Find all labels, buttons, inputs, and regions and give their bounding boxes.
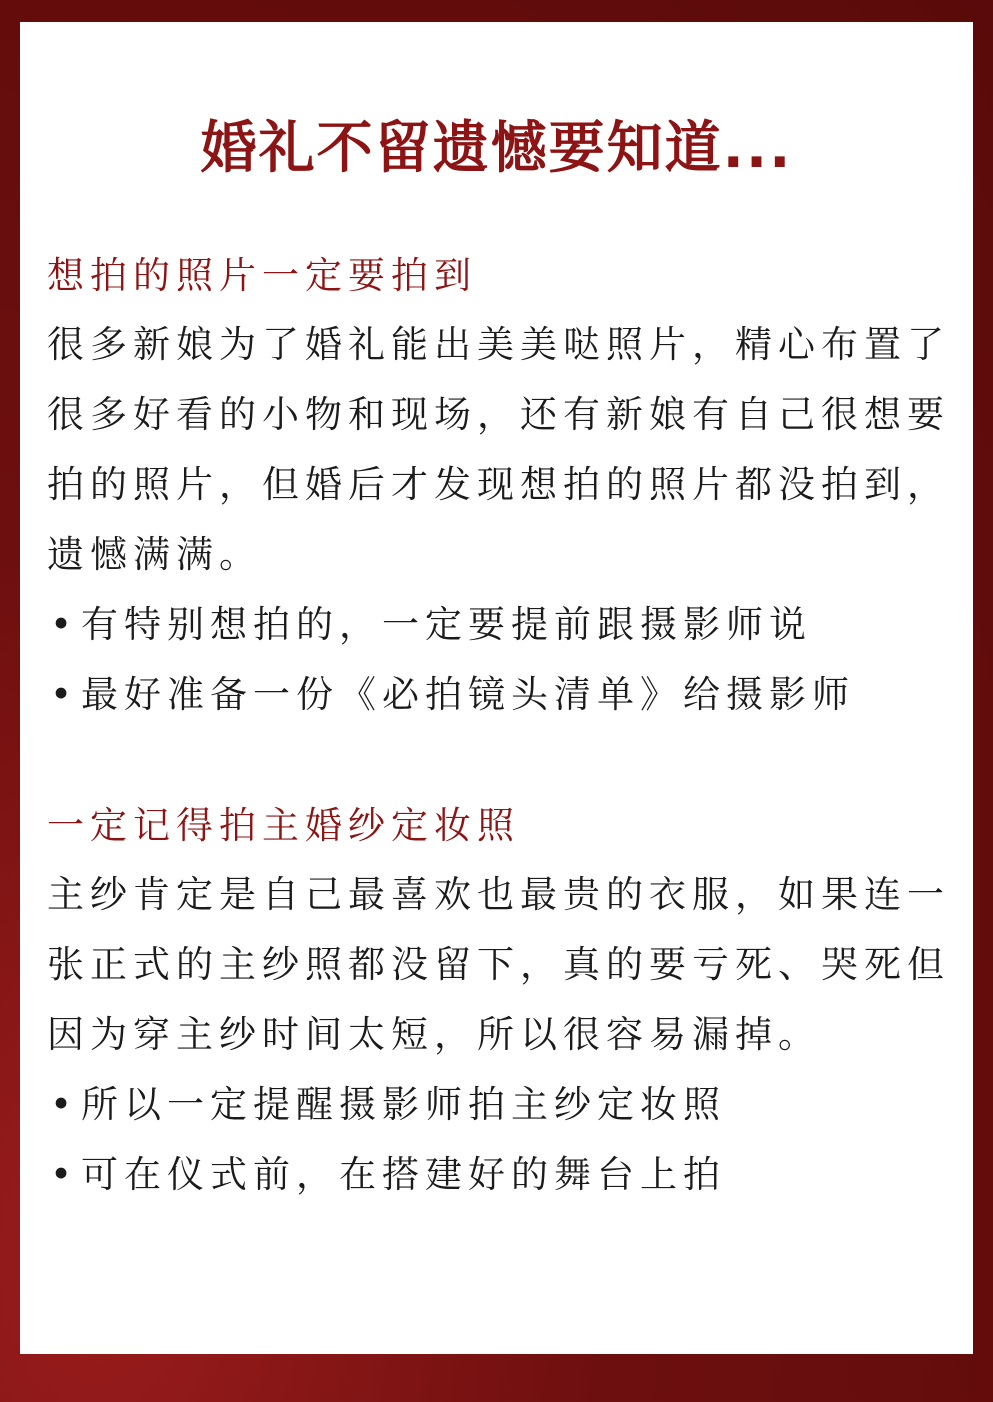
paragraph-line: 主纱肯定是自己最喜欢也最贵的衣服，如果连一 bbox=[47, 873, 950, 916]
section-photos bbox=[47, 242, 950, 730]
section-heading: 一定记得拍主婚纱定妆照 bbox=[47, 804, 520, 847]
bullet-text: 所以一定提醒摄影师拍主纱定妆照 bbox=[81, 1083, 726, 1126]
bullet-dot: • bbox=[50, 603, 78, 646]
paragraph-line: 张正式的主纱照都没留下，真的要亏死、哭死但 bbox=[47, 943, 950, 986]
section-bridal-gown bbox=[47, 792, 950, 1210]
paragraph-line: 遗憾满满。 bbox=[47, 533, 262, 576]
paragraph-line: 很多新娘为了婚礼能出美美哒照片，精心布置了 bbox=[47, 323, 950, 366]
bullet-item bbox=[47, 1070, 947, 1140]
bullet-item bbox=[47, 1140, 947, 1210]
section-paragraph bbox=[47, 860, 950, 1070]
paragraph-line: 因为穿主纱时间太短，所以很容易漏掉。 bbox=[47, 1013, 821, 1056]
page-title: 婚礼不留遗憾要知道... bbox=[200, 116, 793, 181]
bullet-text: 有特别想拍的，一定要提前跟摄影师说 bbox=[81, 603, 812, 646]
paragraph-line: 很多好看的小物和现场，还有新娘有自己很想要 bbox=[47, 393, 950, 436]
section-heading: 想拍的照片一定要拍到 bbox=[47, 254, 477, 297]
section-paragraph bbox=[47, 310, 950, 590]
paragraph-line: 拍的照片，但婚后才发现想拍的照片都没拍到， bbox=[47, 463, 950, 506]
bullet-item bbox=[47, 660, 947, 730]
bullet-item bbox=[47, 590, 947, 660]
bullet-text: 最好准备一份《必拍镜头清单》给摄影师 bbox=[81, 673, 855, 716]
bullet-dot: • bbox=[50, 673, 78, 716]
bullet-dot: • bbox=[50, 1153, 78, 1196]
bullet-dot: • bbox=[50, 1083, 78, 1126]
content-card bbox=[20, 22, 973, 1354]
bullet-text: 可在仪式前，在搭建好的舞台上拍 bbox=[81, 1153, 726, 1196]
